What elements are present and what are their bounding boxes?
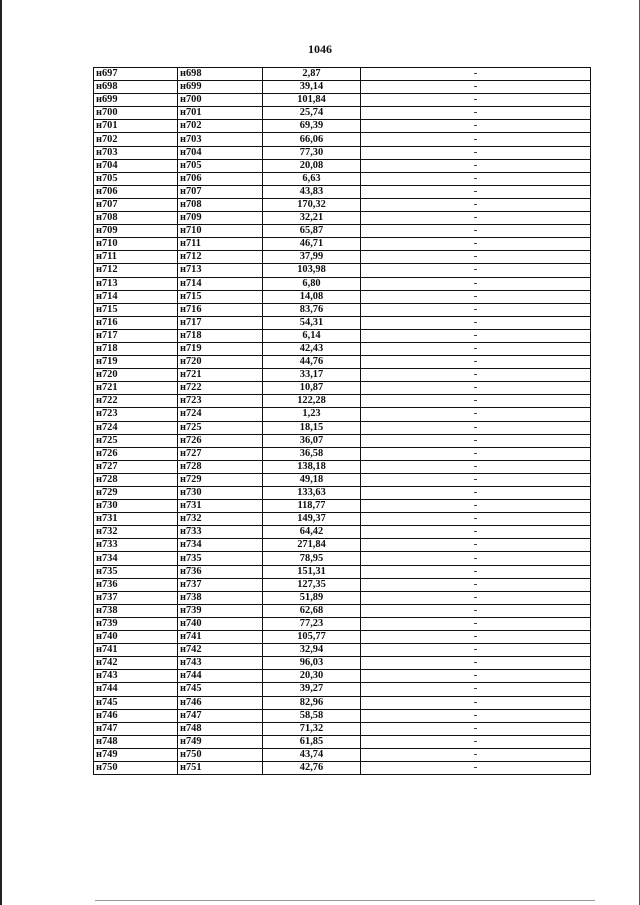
- note-cell: -: [361, 513, 591, 526]
- note-cell: -: [361, 369, 591, 382]
- note-cell: -: [361, 709, 591, 722]
- table-row: [94, 473, 591, 486]
- table-row: [94, 185, 591, 198]
- table-row: [94, 761, 591, 774]
- distance-cell: 37,99: [263, 251, 361, 264]
- table-row: [94, 408, 591, 421]
- note-cell: -: [361, 146, 591, 159]
- table-row: [94, 578, 591, 591]
- point-to-cell: н713: [178, 264, 263, 277]
- distance-cell: 118,77: [263, 500, 361, 513]
- distance-cell: 10,87: [263, 382, 361, 395]
- note-cell: -: [361, 631, 591, 644]
- boundary-points-table: [93, 67, 591, 775]
- point-from-cell: н706: [94, 185, 178, 198]
- table-row: [94, 644, 591, 657]
- note-cell: -: [361, 120, 591, 133]
- point-from-cell: н748: [94, 735, 178, 748]
- note-cell: -: [361, 356, 591, 369]
- note-cell: -: [361, 644, 591, 657]
- point-from-cell: н744: [94, 683, 178, 696]
- distance-cell: 33,17: [263, 369, 361, 382]
- distance-cell: 78,95: [263, 552, 361, 565]
- point-from-cell: н746: [94, 709, 178, 722]
- point-from-cell: н710: [94, 238, 178, 251]
- point-from-cell: н722: [94, 395, 178, 408]
- distance-cell: 46,71: [263, 238, 361, 251]
- table-row: [94, 198, 591, 211]
- distance-cell: 170,32: [263, 198, 361, 211]
- distance-cell: 83,76: [263, 303, 361, 316]
- distance-cell: 62,68: [263, 604, 361, 617]
- table-row: [94, 722, 591, 735]
- note-cell: -: [361, 277, 591, 290]
- point-from-cell: н732: [94, 526, 178, 539]
- point-from-cell: н702: [94, 133, 178, 146]
- table-body: [94, 68, 591, 775]
- note-cell: -: [361, 225, 591, 238]
- note-cell: -: [361, 68, 591, 81]
- table-row: [94, 513, 591, 526]
- point-from-cell: н745: [94, 696, 178, 709]
- point-from-cell: н713: [94, 277, 178, 290]
- distance-cell: 32,94: [263, 644, 361, 657]
- note-cell: -: [361, 748, 591, 761]
- table-row: [94, 552, 591, 565]
- note-cell: -: [361, 251, 591, 264]
- point-from-cell: н718: [94, 342, 178, 355]
- point-from-cell: н738: [94, 604, 178, 617]
- point-to-cell: н710: [178, 225, 263, 238]
- point-to-cell: н751: [178, 761, 263, 774]
- distance-cell: 43,74: [263, 748, 361, 761]
- point-to-cell: н720: [178, 356, 263, 369]
- table-row: [94, 68, 591, 81]
- distance-cell: 101,84: [263, 94, 361, 107]
- distance-cell: 6,63: [263, 172, 361, 185]
- table-row: [94, 617, 591, 630]
- point-to-cell: н725: [178, 421, 263, 434]
- point-from-cell: н733: [94, 539, 178, 552]
- note-cell: -: [361, 526, 591, 539]
- table-row: [94, 120, 591, 133]
- distance-cell: 14,08: [263, 290, 361, 303]
- distance-cell: 133,63: [263, 487, 361, 500]
- point-from-cell: н734: [94, 552, 178, 565]
- point-from-cell: н715: [94, 303, 178, 316]
- point-to-cell: н736: [178, 565, 263, 578]
- table-row: [94, 264, 591, 277]
- distance-cell: 69,39: [263, 120, 361, 133]
- point-from-cell: н703: [94, 146, 178, 159]
- point-to-cell: н717: [178, 316, 263, 329]
- point-to-cell: н711: [178, 238, 263, 251]
- note-cell: -: [361, 172, 591, 185]
- note-cell: -: [361, 329, 591, 342]
- table-row: [94, 395, 591, 408]
- point-from-cell: н728: [94, 473, 178, 486]
- point-from-cell: н742: [94, 657, 178, 670]
- point-from-cell: н723: [94, 408, 178, 421]
- point-to-cell: н739: [178, 604, 263, 617]
- point-to-cell: н742: [178, 644, 263, 657]
- table-row: [94, 421, 591, 434]
- distance-cell: 149,37: [263, 513, 361, 526]
- point-to-cell: н709: [178, 212, 263, 225]
- point-to-cell: н745: [178, 683, 263, 696]
- distance-cell: 71,32: [263, 722, 361, 735]
- point-to-cell: н707: [178, 185, 263, 198]
- point-to-cell: н718: [178, 329, 263, 342]
- distance-cell: 138,18: [263, 460, 361, 473]
- point-from-cell: н698: [94, 81, 178, 94]
- point-from-cell: н735: [94, 565, 178, 578]
- note-cell: -: [361, 460, 591, 473]
- point-to-cell: н706: [178, 172, 263, 185]
- table-row: [94, 303, 591, 316]
- point-to-cell: н698: [178, 68, 263, 81]
- distance-cell: 42,76: [263, 761, 361, 774]
- distance-cell: 51,89: [263, 591, 361, 604]
- point-to-cell: н702: [178, 120, 263, 133]
- table-row: [94, 670, 591, 683]
- point-to-cell: н714: [178, 277, 263, 290]
- distance-cell: 6,80: [263, 277, 361, 290]
- distance-cell: 25,74: [263, 107, 361, 120]
- note-cell: -: [361, 395, 591, 408]
- note-cell: -: [361, 735, 591, 748]
- note-cell: -: [361, 316, 591, 329]
- point-from-cell: н697: [94, 68, 178, 81]
- table-row: [94, 356, 591, 369]
- point-from-cell: н729: [94, 487, 178, 500]
- point-to-cell: н729: [178, 473, 263, 486]
- table-row: [94, 290, 591, 303]
- note-cell: -: [361, 657, 591, 670]
- distance-cell: 61,85: [263, 735, 361, 748]
- point-to-cell: н728: [178, 460, 263, 473]
- table-row: [94, 133, 591, 146]
- point-from-cell: н717: [94, 329, 178, 342]
- table-row: [94, 487, 591, 500]
- note-cell: -: [361, 578, 591, 591]
- point-to-cell: н723: [178, 395, 263, 408]
- point-to-cell: н700: [178, 94, 263, 107]
- distance-cell: 2,87: [263, 68, 361, 81]
- table-row: [94, 460, 591, 473]
- table-row: [94, 696, 591, 709]
- point-from-cell: н741: [94, 644, 178, 657]
- point-from-cell: н747: [94, 722, 178, 735]
- point-from-cell: н724: [94, 421, 178, 434]
- point-from-cell: н711: [94, 251, 178, 264]
- note-cell: -: [361, 761, 591, 774]
- distance-cell: 77,30: [263, 146, 361, 159]
- table-row: [94, 316, 591, 329]
- table-row: [94, 238, 591, 251]
- note-cell: -: [361, 408, 591, 421]
- point-to-cell: н712: [178, 251, 263, 264]
- point-to-cell: н726: [178, 434, 263, 447]
- distance-cell: 36,58: [263, 447, 361, 460]
- point-to-cell: н747: [178, 709, 263, 722]
- note-cell: -: [361, 565, 591, 578]
- distance-cell: 18,15: [263, 421, 361, 434]
- point-to-cell: н741: [178, 631, 263, 644]
- note-cell: -: [361, 670, 591, 683]
- point-to-cell: н738: [178, 591, 263, 604]
- table-row: [94, 748, 591, 761]
- distance-cell: 103,98: [263, 264, 361, 277]
- table-row: [94, 500, 591, 513]
- note-cell: -: [361, 107, 591, 120]
- point-to-cell: н722: [178, 382, 263, 395]
- distance-cell: 127,35: [263, 578, 361, 591]
- point-to-cell: н733: [178, 526, 263, 539]
- note-cell: -: [361, 552, 591, 565]
- table-row: [94, 565, 591, 578]
- note-cell: -: [361, 94, 591, 107]
- table-row: [94, 277, 591, 290]
- distance-cell: 122,28: [263, 395, 361, 408]
- table-row: [94, 447, 591, 460]
- point-from-cell: н727: [94, 460, 178, 473]
- distance-cell: 49,18: [263, 473, 361, 486]
- point-from-cell: н726: [94, 447, 178, 460]
- point-from-cell: н737: [94, 591, 178, 604]
- point-from-cell: н699: [94, 94, 178, 107]
- table-row: [94, 735, 591, 748]
- point-to-cell: н708: [178, 198, 263, 211]
- table-row: [94, 146, 591, 159]
- point-from-cell: н740: [94, 631, 178, 644]
- point-to-cell: н705: [178, 159, 263, 172]
- point-from-cell: н731: [94, 513, 178, 526]
- note-cell: -: [361, 487, 591, 500]
- table-row: [94, 434, 591, 447]
- distance-cell: 96,03: [263, 657, 361, 670]
- scan-edge-left: [0, 0, 2, 905]
- point-to-cell: н734: [178, 539, 263, 552]
- table-row: [94, 591, 591, 604]
- note-cell: -: [361, 159, 591, 172]
- point-from-cell: н739: [94, 617, 178, 630]
- table-row: [94, 526, 591, 539]
- note-cell: -: [361, 473, 591, 486]
- point-from-cell: н720: [94, 369, 178, 382]
- distance-cell: 151,31: [263, 565, 361, 578]
- table-row: [94, 212, 591, 225]
- point-from-cell: н749: [94, 748, 178, 761]
- distance-cell: 82,96: [263, 696, 361, 709]
- table-row: [94, 81, 591, 94]
- point-from-cell: н721: [94, 382, 178, 395]
- distance-cell: 66,06: [263, 133, 361, 146]
- note-cell: -: [361, 539, 591, 552]
- note-cell: -: [361, 421, 591, 434]
- note-cell: -: [361, 290, 591, 303]
- note-cell: -: [361, 447, 591, 460]
- distance-cell: 54,31: [263, 316, 361, 329]
- note-cell: -: [361, 198, 591, 211]
- table-row: [94, 172, 591, 185]
- note-cell: -: [361, 303, 591, 316]
- note-cell: -: [361, 342, 591, 355]
- table-row: [94, 604, 591, 617]
- point-from-cell: н704: [94, 159, 178, 172]
- table-row: [94, 225, 591, 238]
- point-from-cell: н736: [94, 578, 178, 591]
- distance-cell: 44,76: [263, 356, 361, 369]
- table-row: [94, 94, 591, 107]
- note-cell: -: [361, 591, 591, 604]
- point-from-cell: н730: [94, 500, 178, 513]
- point-to-cell: н701: [178, 107, 263, 120]
- point-to-cell: н740: [178, 617, 263, 630]
- point-to-cell: н727: [178, 447, 263, 460]
- table-row: [94, 657, 591, 670]
- point-to-cell: н703: [178, 133, 263, 146]
- distance-cell: 43,83: [263, 185, 361, 198]
- point-to-cell: н719: [178, 342, 263, 355]
- point-from-cell: н709: [94, 225, 178, 238]
- scan-edge-bottom: [95, 900, 595, 901]
- table-row: [94, 159, 591, 172]
- table-row: [94, 342, 591, 355]
- table-row: [94, 539, 591, 552]
- point-to-cell: н715: [178, 290, 263, 303]
- table-row: [94, 709, 591, 722]
- point-from-cell: н750: [94, 761, 178, 774]
- note-cell: -: [361, 434, 591, 447]
- point-from-cell: н707: [94, 198, 178, 211]
- point-from-cell: н719: [94, 356, 178, 369]
- note-cell: -: [361, 604, 591, 617]
- note-cell: -: [361, 238, 591, 251]
- distance-cell: 105,77: [263, 631, 361, 644]
- point-to-cell: н716: [178, 303, 263, 316]
- point-from-cell: н705: [94, 172, 178, 185]
- distance-cell: 65,87: [263, 225, 361, 238]
- note-cell: -: [361, 696, 591, 709]
- distance-cell: 64,42: [263, 526, 361, 539]
- point-to-cell: н699: [178, 81, 263, 94]
- point-to-cell: н730: [178, 487, 263, 500]
- point-to-cell: н746: [178, 696, 263, 709]
- note-cell: -: [361, 683, 591, 696]
- point-to-cell: н735: [178, 552, 263, 565]
- table-row: [94, 369, 591, 382]
- distance-cell: 39,27: [263, 683, 361, 696]
- point-to-cell: н721: [178, 369, 263, 382]
- table-row: [94, 631, 591, 644]
- note-cell: -: [361, 617, 591, 630]
- point-to-cell: н748: [178, 722, 263, 735]
- note-cell: -: [361, 185, 591, 198]
- distance-cell: 42,43: [263, 342, 361, 355]
- note-cell: -: [361, 81, 591, 94]
- distance-cell: 1,23: [263, 408, 361, 421]
- point-from-cell: н700: [94, 107, 178, 120]
- note-cell: -: [361, 382, 591, 395]
- table-row: [94, 329, 591, 342]
- distance-cell: 77,23: [263, 617, 361, 630]
- point-to-cell: н704: [178, 146, 263, 159]
- point-to-cell: н732: [178, 513, 263, 526]
- distance-cell: 20,08: [263, 159, 361, 172]
- distance-cell: 58,58: [263, 709, 361, 722]
- table-row: [94, 683, 591, 696]
- point-from-cell: н714: [94, 290, 178, 303]
- point-from-cell: н743: [94, 670, 178, 683]
- note-cell: -: [361, 500, 591, 513]
- distance-cell: 6,14: [263, 329, 361, 342]
- table-row: [94, 382, 591, 395]
- point-from-cell: н716: [94, 316, 178, 329]
- point-to-cell: н750: [178, 748, 263, 761]
- point-to-cell: н724: [178, 408, 263, 421]
- page-number: 1046: [308, 42, 332, 56]
- point-to-cell: н737: [178, 578, 263, 591]
- distance-cell: 32,21: [263, 212, 361, 225]
- table-row: [94, 251, 591, 264]
- point-to-cell: н749: [178, 735, 263, 748]
- point-from-cell: н708: [94, 212, 178, 225]
- distance-cell: 20,30: [263, 670, 361, 683]
- point-to-cell: н744: [178, 670, 263, 683]
- distance-cell: 271,84: [263, 539, 361, 552]
- note-cell: -: [361, 212, 591, 225]
- point-from-cell: н712: [94, 264, 178, 277]
- distance-cell: 39,14: [263, 81, 361, 94]
- note-cell: -: [361, 133, 591, 146]
- point-from-cell: н701: [94, 120, 178, 133]
- distance-cell: 36,07: [263, 434, 361, 447]
- point-from-cell: н725: [94, 434, 178, 447]
- note-cell: -: [361, 722, 591, 735]
- point-to-cell: н731: [178, 500, 263, 513]
- point-to-cell: н743: [178, 657, 263, 670]
- table-row: [94, 107, 591, 120]
- note-cell: -: [361, 264, 591, 277]
